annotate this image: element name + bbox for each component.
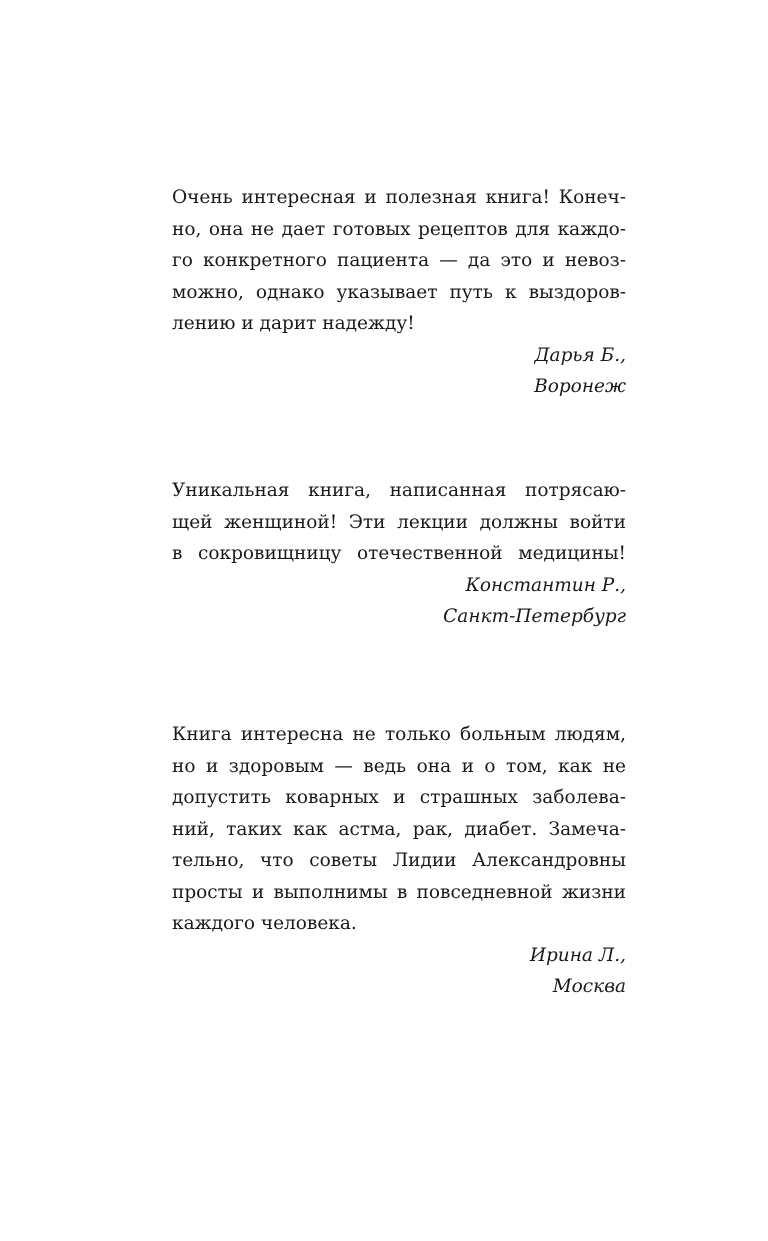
- review-1: [172, 182, 626, 403]
- review-city: Санкт-Петербург: [443, 606, 626, 627]
- review-line: каждого человека.: [172, 913, 357, 934]
- review-3: [172, 719, 626, 1003]
- review-line: щей женщиной! Эти лекции должны войти: [172, 511, 626, 533]
- review-author: Ирина Л.,: [529, 944, 626, 966]
- review-line: Очень интересная и полезная книга! Конеч-: [172, 187, 626, 208]
- review-line: допустить коварных и страшных заболева-: [172, 787, 626, 808]
- review-line: го конкретного пациента — да это и невоз-: [172, 250, 626, 271]
- review-line: лению и дарит надежду!: [172, 313, 415, 334]
- review-line: Книга интересна не только больным людям,: [172, 724, 626, 745]
- review-line: просты и выполнимы в повседневной жизни: [172, 881, 626, 903]
- review-line: в сокровищницу отечественной медицины!: [172, 543, 626, 564]
- review-author: Константин Р.,: [465, 574, 626, 596]
- review-line: тельно, что советы Лидии Александровны: [172, 850, 626, 871]
- review-line: но, она не дает готовых рецептов для каждо-: [172, 218, 626, 240]
- review-2: [172, 475, 626, 633]
- review-city: Воронеж: [534, 376, 626, 397]
- review-line: Уникальная книга, написанная потрясаю-: [172, 480, 626, 501]
- review-line: ний, таких как астма, рак, диабет. Замеча-: [172, 818, 626, 840]
- review-line: но и здоровым — ведь она и о том, как не: [172, 755, 626, 777]
- review-line: можно, однако указывает путь к выздоров-: [172, 281, 626, 303]
- review-city: Москва: [552, 976, 626, 997]
- review-author: Дарья Б.,: [534, 344, 626, 366]
